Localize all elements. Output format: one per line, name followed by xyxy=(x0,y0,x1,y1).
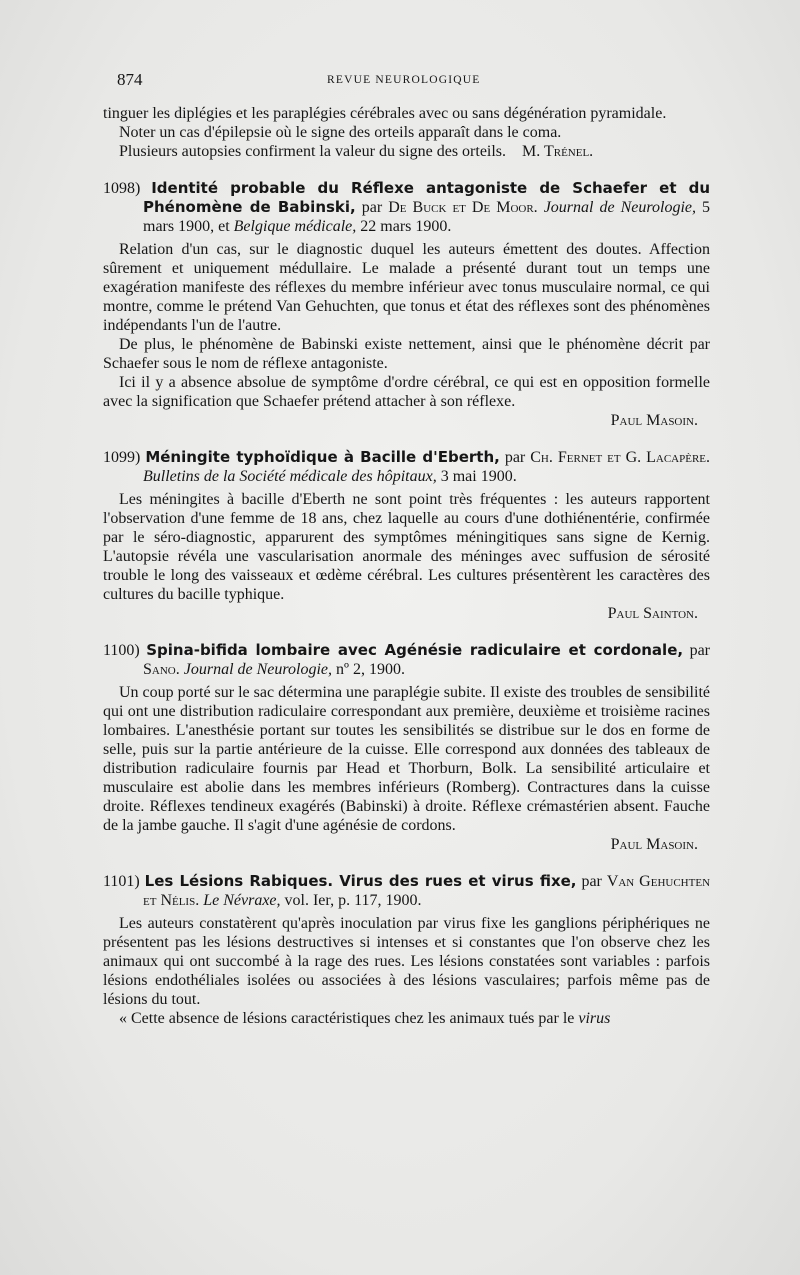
entry-date: vol. Ier, p. 117, 1900. xyxy=(284,892,422,909)
entry-by: par xyxy=(689,642,711,659)
entry-title: Spina-bifida lombaire avec Agénésie radiculaire et cordonale, xyxy=(146,641,684,659)
entry-source: Bulletins de la Société médicale des hôpitaux, xyxy=(143,468,437,485)
entry-date: 3 mai 1900. xyxy=(440,468,517,485)
entry-authors: Van Gehuchten et Nélis. xyxy=(143,873,711,909)
intro-text: Plusieurs autopsies confirment la valeur du signe des orteils. xyxy=(119,143,507,160)
page-body xyxy=(103,104,710,1028)
entry-date: 22 mars 1900. xyxy=(360,218,452,235)
page-header xyxy=(117,70,697,92)
entry-number: 1099) xyxy=(103,449,141,466)
entry-number: 1101) xyxy=(103,873,140,890)
entry-paragraph: Les auteurs constatèrent qu'après inoculation par virus fixe les ganglions périphériques ne présentent pas les lésions destructives si intenses et si constantes que l'on observe chez les animaux qui ont succombé à la rage des rues. Les lésions constatées sont variables : parfois lésions endothéliales isolées ou associées à des lésions vasculaires; parfois même pas de lésions du tout. xyxy=(103,915,710,1008)
entry-by: par xyxy=(581,873,602,890)
entry-source: Le Névraxe, xyxy=(203,892,281,909)
running-head: REVUE NEUROLOGIQUE xyxy=(327,74,481,86)
entry-paragraph xyxy=(103,1009,710,1028)
entry-source-2: Belgique médicale, xyxy=(233,218,357,235)
signature: Paul Masoin. xyxy=(610,836,698,853)
entry-1099 xyxy=(103,448,710,623)
entry-1101 xyxy=(103,872,710,1028)
intro-paragraph: tinguer les diplégies et les paraplégies cérébrales avec ou sans dégénération pyramidale. xyxy=(103,105,667,122)
entry-paragraph: Relation d'un cas, sur le diagnostic duquel les auteurs émettent des doutes. Affection sûrement et uniquement médullaire. Le malade a présenté durant tout un temps une exagération manifeste des réflexes du membre inférieur avec tonus musculaire normal, ce qui montre, comme le prétend Van Gehuchten, que tonus et état des réflexes sont des phénomènes indépendants l'un de l'autre. xyxy=(103,241,710,334)
entry-number: 1098) xyxy=(103,180,141,197)
signature: Paul Sainton. xyxy=(607,605,698,622)
entry-title: Identité probable du Réflexe antagoniste de Schaefer et du Phénomène de Babinski, xyxy=(143,179,711,216)
entry-authors: Sano. xyxy=(143,661,180,678)
entry-paragraph: De plus, le phénomène de Babinski existe nettement, ainsi que le phénomène décrit par Schaefer sous le nom de réflexe antagoniste. xyxy=(103,336,710,372)
last-line-italic: virus xyxy=(578,1010,611,1027)
signature: Paul Masoin. xyxy=(610,412,698,429)
entry-heading xyxy=(103,872,710,910)
entry-paragraph: Les méningites à bacille d'Eberth ne sont point très fréquentes : les auteurs rapportent l'observation d'une femme de 18 ans, chez laquelle au cours d'une dothiénentérie, confirmée par le séro-diagnostic, apparurent des symptômes méningitiques sans signe de Kernig. L'autopsie révéla une vascularisation anormale des méninges avec suffusion de sérosité trouble le long des vaisseaux et œdème cérébral. Les cultures présentèrent les caractères des cultures du bacille typhique. xyxy=(103,491,710,603)
entry-title: Les Lésions Rabiques. Virus des rues et virus fixe, xyxy=(144,872,577,890)
entry-title: Méningite typhoïdique à Bacille d'Eberth, xyxy=(145,448,500,466)
entry-1100 xyxy=(103,641,710,854)
intro-paragraph: Noter un cas d'épilepsie où le signe des orteils apparaît dans le coma. xyxy=(119,124,562,141)
entry-by: par xyxy=(504,449,526,466)
intro-paragraph xyxy=(103,142,710,161)
entry-paragraph: Un coup porté sur le sac détermina une paraplégie subite. Il existe des troubles de sensibilité qui ont une distribution radiculaire correspondant aux première, deuxième et troisième racines lombaires. L'anesthésie portant sur toutes les sensibilités se distribue sur le dos en forme de selle, puis sur la partie antérieure de la cuisse. Elle correspond aux données des tableaux de distribution radiculaire fournis par Head et Thorburn, Bolk. La sensibilité articulaire et musculaire est abolie dans les membres inférieurs (Romberg). Contractures dans la cuisse droite. Réflexes tendineux exagérés (Babinski) à droite. Réflexe crémastérien absent. Fauche de la jambe gauche. Il s'agit d'une agénésie de cordons. xyxy=(103,684,710,834)
last-line-text: « Cette absence de lésions caractéristiques chez les animaux tués par le xyxy=(119,1010,575,1027)
entry-heading xyxy=(103,179,710,236)
entry-by: par xyxy=(361,199,383,216)
entry-heading xyxy=(103,448,710,486)
entry-heading xyxy=(103,641,710,679)
entry-source-rest: 5 mars 1900, et xyxy=(143,199,711,235)
entry-paragraph: Ici il y a absence absolue de symptôme d'ordre cérébral, ce qui est en opposition formelle avec la signification que Schaefer prétend attacher à son réflexe. xyxy=(103,374,710,410)
entry-date: nº 2, 1900. xyxy=(336,661,405,678)
entry-authors: Ch. Fernet et G. Lacapère. xyxy=(530,449,710,466)
entry-authors: De Buck et De Moor. xyxy=(388,199,538,216)
page-number: 874 xyxy=(117,70,143,89)
entry-source: Journal de Neurologie, xyxy=(543,199,697,216)
entry-source: Journal de Neurologie, xyxy=(183,661,333,678)
signature: M. Trénel. xyxy=(522,143,594,160)
entry-1098 xyxy=(103,179,710,430)
entry-number: 1100) xyxy=(103,642,140,659)
